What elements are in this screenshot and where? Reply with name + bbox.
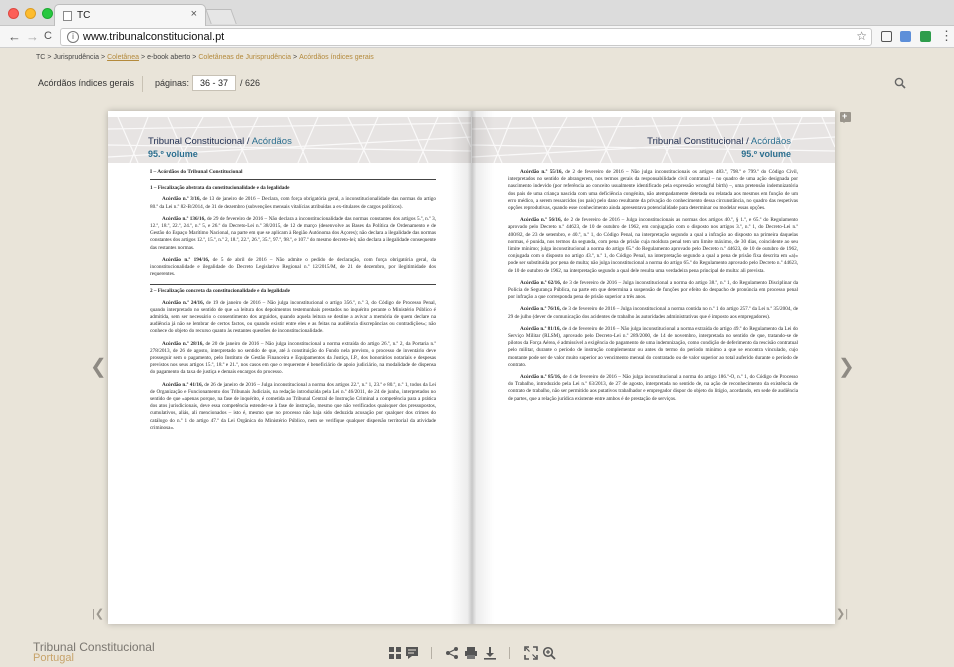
decision-entry: Acórdão n.º 41/16, de 26 de janeiro de 2016 – Julga inconstitucional a norma dos artigos 22.º, n.º 1, 23.º e 80.º, n.º 1, todos da Lei de Organização e Funcionamento dos Tribunais Judiciais, na redação introduzida pela Lei n.º 46/2011, de 24 de junho, interpretados no sentido de que «apenas porque, na fase de inquérito, é cometida ao Tribunal Central de Instrução Criminal a competência para a prática dos atos jurisdicionais, deve essa competência estender-se à fase de instrução, mesmo que não verificados quaisquer dos pressupostos, cumulativos, aliás, ali mencionados – isto é, mesmo que no processo não haja sido deduzida acusação por qualquer dos crimes do catálogo do n.º 1 do artigo 47.º da Lei Orgânica do Ministério Público, nem se verifique qualquer dispersão territorial da atividade criminosa». (150, 381, 437, 431)
volume-label: 95.º volume (741, 149, 791, 159)
extension-icon[interactable] (900, 31, 911, 42)
cast-icon[interactable] (881, 31, 892, 42)
breadcrumb-item-ebook[interactable]: e-book aberto (147, 54, 191, 61)
decision-entry: Acórdão n.º 85/16, de 4 de fevereiro de 2016 – Não julga inconstitucional a norma do artigo 186.º-O, n.º 1, do Código de Processo do Trabalho, introduzido pela Lei n.º 63/2013, de 27 de agosto, interpretada no sentido de, na ação de reconhecimento da existência de contrato de trabalho, não ser permitido aos putativos trabalhador e empregador dispor do objeto do litígio, acordando, em sede de audiência de partes, que a relação jurídica existente entre ambos é de prestação de serviços. (508, 374, 799, 402)
page-header-band (472, 117, 835, 163)
breadcrumb-item-coletaneas[interactable]: Coletâneas de Jurisprudência (198, 54, 291, 61)
print-icon[interactable] (464, 646, 478, 660)
close-tab-icon[interactable]: × (190, 8, 197, 20)
decision-entry: Acórdão n.º 194/16, de 5 de abril de 2016 – Não admite o pedido de declaração, com força obrigatória geral, da inconstitucionalidade e ilegalidade do Decreto Legislativo Regional n.º 12/2015/M, de 21 de dezembro, por ilegitimidade dos requerentes. (150, 256, 436, 278)
browser-tab-bar (0, 0, 954, 26)
viewer-title: Acórdãos índices gerais (38, 78, 135, 88)
new-tab-button[interactable] (205, 9, 236, 24)
tab-title: TC (77, 10, 91, 21)
section-title: I – Acórdãos do Tribunal Constitucional (150, 169, 436, 180)
right-page-content (508, 169, 798, 408)
decision-entry: Acórdão n.º 3/16, de 13 de janeiro de 2016 – Declara, com força obrigatória geral, a inconstitucionalidade das normas do artigo 80.º da Lei n.º 82-B/2014, de 31 de dezembro (subvenções mensais vitalícias atribuídas a ex-titulares de cargos políticos). (150, 196, 436, 210)
browser-menu-icon[interactable]: ⋮ (940, 28, 953, 43)
info-icon[interactable]: i (67, 31, 79, 43)
fullscreen-icon[interactable] (524, 646, 538, 660)
add-comment-icon[interactable]: + (840, 112, 851, 122)
decision-entry: Acórdão n.º 136/16, de 29 de fevereiro de 2016 – Não declara a inconstitucionalidade das normas constantes dos artigos 5.º, n.º 3, 12.º, 18.º, 22.º, 24.º, n.º 5, e 26.º do Decreto-Lei n.º 38/2015, de 12 de março (desenvolve as Bases da Política de Ordenamento e de Gestão do Espaço Marítimo Nacional, na parte em que se aplicam à Região Autónoma dos Açores); não declara a ilegalidade das normas constantes dos artigos 12.º, 15.º, n.º 2, 18.º, 22.º, 26.º, 35.º, 97.º, 98.º, e 107.º do mesmo decreto-lei; não declara a ilegalidade consequente das restantes normas. (150, 215, 437, 251)
bookmark-star-icon[interactable]: ☆ (856, 29, 867, 43)
browser-toolbar (0, 26, 954, 48)
decision-entry: Acórdão n.º 55/16, de 2 de fevereiro de 2016 – Não julga inconstitucionais os artigos 483.º, 798.º e 799.º do Código Civil, interpretados no sentido de abrangerem, nos termos gerais da responsabilidade civil contratual – no quadro de uma ação designada por nascimento indevido (por referência ao conceito usualmente identificado pela expressão wrongful birth) –, uma pretensão indemnizatória dos pais de uma criança nascida com uma deficiência congénita, não atempadamente detetada ou relatada aos mesmos em função de um erro médico, a serem ressarcidos (os pais) pelo dano resultante da privação do conhecimento dessa circunstância, no quadro das respetivas opções reprodutivas, quando esse conhecimento ainda apresentava potencialidade para determinar ou modelar essas opções. (508, 169, 799, 212)
decision-entry: Acórdão n.º 62/16, de 3 de fevereiro de 2016 – Julga inconstitucional a norma do artigo 38.º, n.º 1, do Regulamento Disciplinar da Polícia de Segurança Pública, na parte em que determina a suspensão de funções por efeito do despacho de pronúncia em processo penal por infração a que corresponda pena de prisão superior a três anos. (508, 279, 799, 301)
footer-logo-line2[interactable]: Portugal (33, 652, 74, 664)
footer-logo-line1[interactable]: Tribunal Constitucional (33, 640, 155, 654)
divider (509, 647, 510, 659)
reload-button[interactable]: C (44, 30, 52, 42)
previous-page-arrow-icon[interactable]: ❮ (90, 356, 107, 378)
publication-title: Tribunal Constitucional / Acórdãos (148, 136, 292, 147)
first-page-icon[interactable]: |❮ (92, 608, 105, 620)
url-text: www.tribunalconstitucional.pt (83, 31, 225, 43)
ebook-spread (108, 111, 835, 624)
close-window-button[interactable] (8, 8, 19, 19)
breadcrumb: TC > Jurisprudência > Coletânea > e-book aberto > Coletâneas de Jurisprudência > Acórdãos índices gerais (36, 54, 374, 61)
pages-total: / 626 (240, 78, 261, 88)
extension-sheets-icon[interactable] (920, 31, 931, 42)
decision-entry: Acórdão n.º 24/16, de 19 de janeiro de 2016 – Não julga inconstitucional o artigo 356.º, n.º 3, do Código de Processo Penal, quando interpretado no sentido de que «a leitura dos depoimentos testemunhais prestados no inquérito perante o Ministério Público é admitida, sem ser necessário o consentimento dos arguidos, quando aquela leitura se destine a avivar a memória de quem declare na audiência já não se lembrar de certos factos, ou quando existir entre eles e as feitas na audiência discrepâncias ou contradições»; não conhece do objeto do recurso quanto às restantes questões de inconstitucionalidade. (150, 299, 436, 335)
divider (431, 647, 432, 659)
publication-title: Tribunal Constitucional / Acórdãos (647, 136, 791, 147)
left-page[interactable] (108, 111, 471, 624)
browser-tab[interactable] (54, 4, 206, 26)
decision-entry: Acórdão n.º 28/16, de 20 de janeiro de 2016 – Não julga inconstitucional a norma extraída do artigo 26.º, n.º 2, da Portaria n.º 278/2013, de 26 de agosto, interpretado no sentido de que, até à constituição do Fundo nela previsto, o processo de inventário deve prosseguir sem o pagamento, pelo Instituto de Gestão Financeira e Equipamentos da Justiça, I.P., dos honorários notariais e despesas previstos nos seus artigos 15.º, 18.º e 21.º, nos casos em que o requerente é beneficiário de apoio judiciário, na modalidade de dispensa do pagamento da taxa de justiça e demais encargos do processo. (150, 340, 437, 376)
divider (142, 76, 143, 92)
breadcrumb-item-current: Acórdãos índices gerais (299, 54, 374, 61)
breadcrumb-item-tc[interactable]: TC (36, 54, 46, 61)
back-button[interactable]: ← (8, 29, 21, 44)
decision-entry: Acórdão n.º 56/16, de 2 de fevereiro de 2016 – Julga inconstitucionais as normas dos artigos 40.º, § 1.º, e 65.º do Regulamento aprovado pelo Decreto n.º 44623, de 10 de outubro de 1962, em conjugação com o disposto nos artigos 3.º, n.º 1, do Decreto-Lei n.º 400/82, de 23 de setembro, e 40.º, n.º 1, do Código Penal, na interpretação segundo a qual a infração ao disposto na primeira daquelas normas, é punida, nos termos da segunda, com pena de prisão cuja moldura penal tem um limite máximo, de 30 dias, coincidente ao seu limite mínimo; julga inconstitucional a norma do artigo 65.º do Regulamento aprovado pelo Decreto n.º 44623, de 10 de outubro de 1962, conjugada com o disposto no artigo 43.º, n.º 1, do Código Penal, na interpretação segundo a qual a pena de prisão fixa descrita em «a)» pode ser substituída por pena de multa; não julga inconstitucional a norma do artigo 65.º do Regulamento aprovado pelo Decreto n.º 44623, de 10 de outubro de 1962, na interpretação segundo a qual dele resulta uma verdadeira pena principal de multa: ali prevista. (508, 217, 799, 274)
notes-icon[interactable] (405, 646, 419, 660)
page-icon (63, 11, 72, 21)
volume-label: 95.º volume (148, 149, 198, 159)
search-icon[interactable] (894, 77, 906, 89)
left-page-content (150, 169, 436, 437)
minimize-window-button[interactable] (25, 8, 36, 19)
thumbnails-icon[interactable] (388, 646, 402, 660)
page-header-band (108, 117, 471, 163)
address-bar[interactable] (60, 28, 872, 46)
pages-input[interactable] (192, 75, 236, 91)
decision-entry: Acórdão n.º 81/16, de 4 de fevereiro de 2016 – Não julga inconstitucional a norma extraída do artigo 49.º do Regulamento da Lei do Serviço Militar (RLSM), aprovado pelo Decreto-Lei n.º 289/2000, de 14 de novembro, interpretada no sentido de que, tratando-se de pilotos da Força Aérea, é admissível a exigência do pagamento de uma indemnização, como condição de deferimento da rescisão contratual pelo militar, durante o período de instrução complementar ou antes do termo do período mínimo a que se encontra vinculado, cujo montante pode ser de valor muito superior ao vencimento mensal do contratado ou de valor superior ao total auferido durante o período de contrato. (508, 325, 799, 368)
window-controls (8, 8, 53, 19)
last-page-icon[interactable]: ❯| (836, 608, 849, 620)
download-icon[interactable] (483, 646, 497, 660)
next-page-arrow-icon[interactable]: ❯ (838, 356, 855, 378)
share-icon[interactable] (445, 646, 459, 660)
subsection-title: 1 – Fiscalização abstrata da constitucionalidade e da legalidade (150, 185, 290, 192)
forward-button[interactable]: → (26, 29, 39, 44)
decision-entry: Acórdão n.º 76/16, de 3 de fevereiro de 2016 – Julga inconstitucional a norma contida no n.º 1 do artigo 257.º da Lei n.º 35/2004, de 29 de julho (dever de comunicação dos acidentes de trabalho às autoridades administrativas que é imposto aos empregadores). (508, 306, 799, 320)
breadcrumb-item-jurisprudencia[interactable]: Jurisprudência (53, 54, 99, 61)
pages-label: páginas: (155, 78, 190, 88)
book-spine-shadow (450, 111, 494, 624)
zoom-window-button[interactable] (42, 8, 53, 19)
subsection-title: 2 – Fiscalização concreta da constitucionalidade e da legalidade (150, 284, 436, 295)
breadcrumb-item-coletanea[interactable]: Coletânea (107, 54, 139, 61)
right-page[interactable] (472, 111, 835, 624)
viewer-toolbar (0, 72, 954, 96)
zoom-in-icon[interactable] (542, 646, 556, 660)
